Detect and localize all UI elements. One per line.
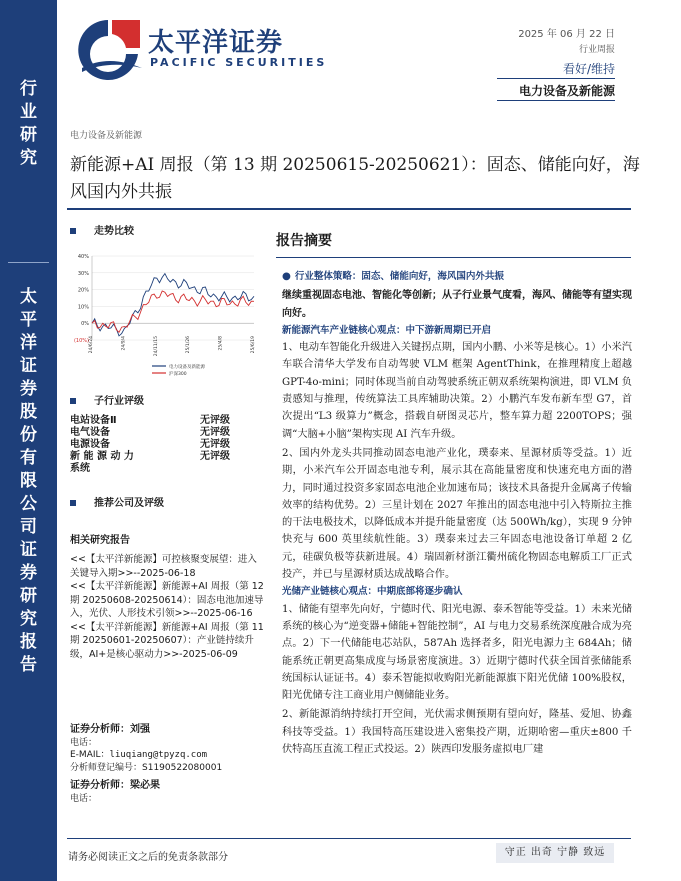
y-tick-label: 0% xyxy=(81,321,89,328)
sub-industry-rating: 无评级 xyxy=(200,415,230,426)
sidebar-char: 限 xyxy=(20,471,37,491)
sidebar-char: 研 xyxy=(20,125,37,145)
summary-body xyxy=(282,268,632,758)
sub-industry-name: 电站设备Ⅱ xyxy=(70,415,117,426)
sidebar-char: 证 xyxy=(20,356,37,376)
sidebar-divider xyxy=(8,262,49,263)
sub-industry-name: 电源设备 xyxy=(70,439,110,450)
sidebar-char: 洋 xyxy=(20,333,37,353)
sidebar-char: 业 xyxy=(20,102,37,122)
paragraph: 2、新能源消纳持续打开空间，光伏需求侧预期有望向好，隆基、爱旭、协鑫科技等受益。1）我国特高压建设进入密集投产期，近期哈密—重庆±800 千伏特高压直流工程正式投运。2）陕西印发服务虚拟电厂建 xyxy=(282,709,632,756)
footer-motto: 守正 出奇 宁静 致远 xyxy=(496,843,614,863)
analyst-name: 梁必果 xyxy=(130,780,160,791)
sub-industry-rating: 无评级 xyxy=(200,439,230,450)
sidebar-char: 司 xyxy=(20,517,37,537)
recommend-heading xyxy=(70,494,164,509)
sidebar-char: 证 xyxy=(20,540,37,560)
report-title: 新能源+AI 周报（第 13 期 20250615-20250621）：固态、储能向好，海风国内外共振 xyxy=(70,155,640,202)
sidebar-label-industry-research xyxy=(0,78,57,170)
sub-industry-name: 新 能 源 动 力 xyxy=(70,451,134,462)
logo-name-en: PACIFIC SECURITIES xyxy=(150,56,328,69)
related-report-link[interactable]: <<【太平洋新能源】新能源+AI 周报（第 11 期 20250601-20250607）：产业链持续升级，AI+是核心驱动力>>-2025-06-09 xyxy=(70,621,264,660)
x-tick-label: 24/11/15 xyxy=(153,336,159,357)
sub-industry-table xyxy=(70,415,260,475)
paragraph: 2、国内外龙头共同推动固态电池产业化，璞泰来、星源材质等受益。1）近期，小米汽车公开固态电池专利，展示其在高能量密度和快速充电方面的潜力，同时通过投资多家固态电池企业加速布局；该技术具备提升金属离子传输效率的结构优势。2）三星计划在 2027 年推出的固态电池中引入特斯拉主推的干法电极技术，以降低成本并提升能量密度（达 500Wh/kg），实现 9 分钟快充与 600 英里续航性能。3）璞泰来过去三年固态电池设备订单超 2 亿元，硅碳负极等获新进展。4）瑞固新材浙江衢州硫化物固态电解质工厂正式投产，并已与星源材质达成战略合作。 xyxy=(282,447,632,581)
sidebar-char: 份 xyxy=(20,425,37,445)
x-tick-label: 25/6/19 xyxy=(251,336,256,354)
analyst-label: 证券分析师： xyxy=(70,724,130,735)
strategy-bold: 继续重视固态电池、智能化等创新；从子行业景气度看，海风、储能等有望实现向好。 xyxy=(282,290,632,319)
x-tick-label: 24/9/4 xyxy=(121,336,127,351)
square-bullet-icon xyxy=(70,500,76,506)
footer-disclaimer: 请务必阅读正文之后的免责条款部分 xyxy=(68,852,228,863)
analyst-email-label: E-MAIL： xyxy=(70,750,110,760)
sidebar-char: 行 xyxy=(20,79,37,99)
table-row xyxy=(70,415,260,427)
x-tick-label: 24/6/24 xyxy=(89,336,94,354)
sub-industry-heading xyxy=(70,392,144,407)
sidebar-char: 太 xyxy=(20,287,37,307)
sidebar-char: 究 xyxy=(20,148,37,168)
sidebar-label-company xyxy=(0,286,57,677)
analyst-cert-label: 分析师登记编号： xyxy=(70,762,143,773)
related-report-link[interactable]: <<【太平洋新能源】新能源+AI 周报（第 12 期 20250608-20250614）：固态电池加速导入，光伏、人形技术引领>>--2025-06-16 xyxy=(70,581,264,619)
related-reports-heading: 相关研究报告 xyxy=(70,535,130,546)
square-bullet-icon xyxy=(70,228,76,234)
sidebar-char: 券 xyxy=(20,379,37,399)
sidebar-char: 股 xyxy=(20,402,37,422)
y-tick-label: (10%) xyxy=(73,338,89,344)
analyst-phone: 电话： xyxy=(70,793,98,804)
legend-label: 沪深300 xyxy=(169,372,187,377)
analyst-info xyxy=(70,724,222,774)
sub-industry-rating: 无评级 xyxy=(200,451,230,462)
circle-bullet-icon: ● xyxy=(282,271,291,282)
logo-name-cn: 太平洋证券 xyxy=(148,28,284,58)
title-divider xyxy=(67,208,631,210)
trend-chart-svg xyxy=(70,248,260,378)
analyst-info xyxy=(70,780,160,805)
table-row xyxy=(70,451,260,463)
analyst-label: 证券分析师： xyxy=(70,780,130,791)
x-tick-label: 25/1/26 xyxy=(186,336,192,354)
paragraph: 1、电动车智能化升级进入关键拐点期，国内小鹏、小米等是核心。1）小米汽车联合清华大学发布自动驾驶 VLM 框架 AgentThink，在推理精度上超越 GPT-4o-mini；同时体现当前自动驾驶系统正朝双系统架构演进，即 VLM 负责感知与推理，传统算法工具库辅助决策。2）小鹏汽车发布新车型 G7，首次提出“L3 级算力”概念，搭载自研图灵芯片，整车算力超 2200TOPS；强调“大脑+小脑”架构实现 AI 汽车升级。 xyxy=(282,342,632,440)
analyst-phone: 电话： xyxy=(70,737,98,748)
sidebar xyxy=(0,0,57,881)
header-divider xyxy=(497,100,615,101)
summary-heading: 报告摘要 xyxy=(276,233,332,249)
series-line-csi300 xyxy=(92,291,254,332)
sub-industry-rating xyxy=(200,463,260,475)
x-tick-label: 25/4/8 xyxy=(218,336,224,351)
trend-chart xyxy=(70,248,260,378)
sidebar-char: 公 xyxy=(20,494,37,514)
breadcrumb: 电力设备及新能源 xyxy=(70,131,143,141)
related-report-link[interactable]: <<【太平洋新能源】可控核聚变展望：进入关键导入期>>--2025-06-18 xyxy=(70,554,257,579)
sub-industry-name: 系统 xyxy=(70,463,90,474)
strategy-line xyxy=(282,268,632,285)
sidebar-char: 报 xyxy=(20,632,37,652)
legend-label: 电力设备及新能源 xyxy=(169,365,205,370)
sub-industry-rating: 无评级 xyxy=(200,427,230,438)
logo-emblem-icon xyxy=(68,14,148,84)
summary-divider xyxy=(276,257,631,258)
industry-name: 电力设备及新能源 xyxy=(518,84,615,98)
related-reports-list xyxy=(70,553,265,661)
analyst-email[interactable]: liuqiang@tpyzq.com xyxy=(109,750,208,760)
strategy-line-text: 行业整体策略：固态、储能向好，海风国内外共振 xyxy=(294,271,504,282)
table-row xyxy=(70,439,260,451)
sidebar-char: 究 xyxy=(20,609,37,629)
analyst-name: 刘强 xyxy=(130,724,150,735)
section-title: 新能源汽车产业链核心观点：中下游新周期已开启 xyxy=(282,324,492,336)
sidebar-char: 告 xyxy=(20,655,37,675)
y-tick-label: 30% xyxy=(77,270,89,277)
y-tick-label: 20% xyxy=(77,287,89,294)
recommend-heading-text: 推荐公司及评级 xyxy=(94,498,164,509)
trend-heading-text: 走势比较 xyxy=(94,226,134,237)
sub-industry-name: 电气设备 xyxy=(70,427,110,438)
sidebar-char: 有 xyxy=(20,448,37,468)
sub-industry-heading-text: 子行业评级 xyxy=(94,396,144,407)
table-row xyxy=(70,463,260,475)
sidebar-char: 平 xyxy=(20,310,37,330)
sidebar-char: 券 xyxy=(20,563,37,583)
trend-heading xyxy=(70,222,134,237)
industry-rating: 看好/维持 xyxy=(562,62,615,76)
analyst-cert-number: S1190522080001 xyxy=(142,762,223,773)
report-type: 行业周报 xyxy=(578,45,615,55)
sidebar-char: 研 xyxy=(20,586,37,606)
report-date: 2025 年 06 月 22 日 xyxy=(518,29,615,40)
header-divider xyxy=(497,78,615,79)
table-row xyxy=(70,427,260,439)
paragraph: 1、储能有望率先向好，宁德时代、阳光电源、泰禾智能等受益。1）未来光储系统的核心为“逆变器+储能+智能控制”，AI 与电力交易系统深度融合成为亮点。2）下一代储能电芯站队，587Ah 选择者多，阳光电源力主 684Ah；储能系统正朝更高集成度与场景密度演进。3）近期宁德时代获全国首张储能系统国标认证证书。4）泰禾智能拟收购阳光新能源旗下阳光优储 100%股权，阳光优储专注工商业用户侧储能业务。 xyxy=(282,603,632,702)
square-bullet-icon xyxy=(70,398,76,404)
section-title: 光储产业链核心观点：中期底部将逐步确认 xyxy=(282,586,463,598)
footer-divider xyxy=(67,838,631,839)
y-tick-label: 10% xyxy=(77,304,89,311)
y-tick-label: 40% xyxy=(77,254,89,260)
